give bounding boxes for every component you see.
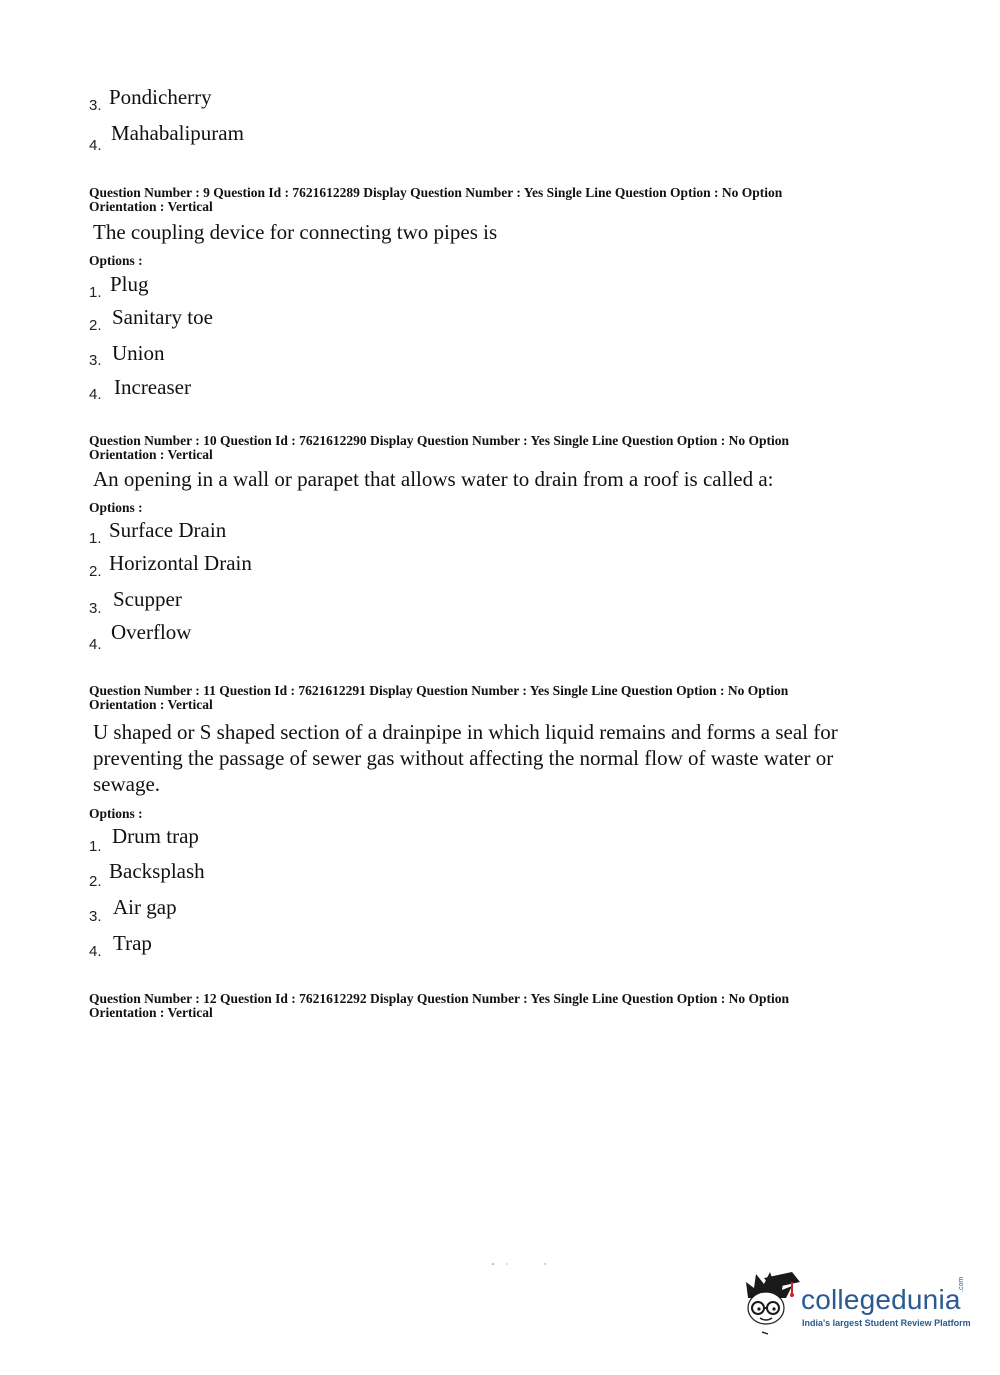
option-text: Sanitary toe (112, 305, 213, 329)
options-label: Options : (89, 500, 143, 515)
option-text: Overflow (111, 620, 192, 644)
question-meta (89, 434, 789, 462)
options-label: Options : (89, 806, 143, 821)
question-meta (89, 186, 782, 214)
option-number: 1. (89, 530, 102, 547)
question-meta-line: Orientation : Vertical (89, 1005, 213, 1020)
scan-artifact (490, 1262, 550, 1266)
logo-tagline: India's largest Student Review Platform (802, 1318, 971, 1328)
option-text: Trap (113, 931, 152, 955)
option-text: Surface Drain (109, 518, 227, 542)
option-number: 4. (89, 943, 102, 960)
option-text: Pondicherry (109, 85, 212, 109)
option-number: 3. (89, 97, 102, 114)
question-text-line: U shaped or S shaped section of a drainpipe in which liquid remains and forms a seal for (93, 720, 838, 744)
question-text: The coupling device for connecting two pipes is (93, 220, 498, 244)
option-text: Union (112, 341, 165, 365)
option-number: 2. (89, 563, 102, 580)
option-number: 4. (89, 137, 102, 154)
question-meta-line: Question Number : 12 Question Id : 7621612292 Display Question Number : Yes Single Line Question Option : No Option (89, 991, 789, 1006)
question-text-line: sewage. (93, 772, 161, 796)
option-text: Drum trap (112, 824, 199, 848)
logo-wordmark: collegedunia (801, 1284, 961, 1315)
question-text (93, 719, 838, 797)
option-number: 1. (89, 284, 102, 301)
option-text: Backsplash (109, 859, 205, 883)
mascot-icon (742, 1268, 800, 1340)
collegedunia-logo (742, 1268, 972, 1340)
option-number: 4. (89, 636, 102, 653)
question-meta (89, 684, 788, 712)
question-meta-line: Orientation : Vertical (89, 199, 213, 214)
question-meta-line: Question Number : 9 Question Id : 7621612289 Display Question Number : Yes Single Line Question Option : No Option (89, 185, 783, 200)
logo-suffix: .com (958, 1276, 965, 1292)
question-meta-line: Question Number : 11 Question Id : 7621612291 Display Question Number : Yes Single Line Question Option : No Option (89, 683, 789, 698)
options-label: Options : (89, 253, 143, 268)
option-number: 1. (89, 838, 102, 855)
option-number: 3. (89, 600, 102, 617)
option-text: Air gap (113, 895, 177, 919)
option-number: 3. (89, 908, 102, 925)
question-text-line: preventing the passage of sewer gas without affecting the normal flow of waste water or (93, 746, 834, 770)
question-text: An opening in a wall or parapet that allows water to drain from a roof is called a: (93, 467, 774, 491)
option-number: 2. (89, 317, 102, 334)
option-text: Horizontal Drain (109, 551, 252, 575)
option-text: Mahabalipuram (111, 121, 244, 145)
question-meta-line: Orientation : Vertical (89, 697, 213, 712)
option-text: Increaser (114, 375, 191, 399)
option-number: 3. (89, 352, 102, 369)
option-number: 4. (89, 386, 102, 403)
option-number: 2. (89, 873, 102, 890)
option-text: Plug (110, 272, 149, 296)
question-meta-line: Orientation : Vertical (89, 447, 213, 462)
question-meta (89, 992, 789, 1020)
option-text: Scupper (113, 587, 182, 611)
question-meta-line: Question Number : 10 Question Id : 7621612290 Display Question Number : Yes Single Line Question Option : No Option (89, 433, 789, 448)
